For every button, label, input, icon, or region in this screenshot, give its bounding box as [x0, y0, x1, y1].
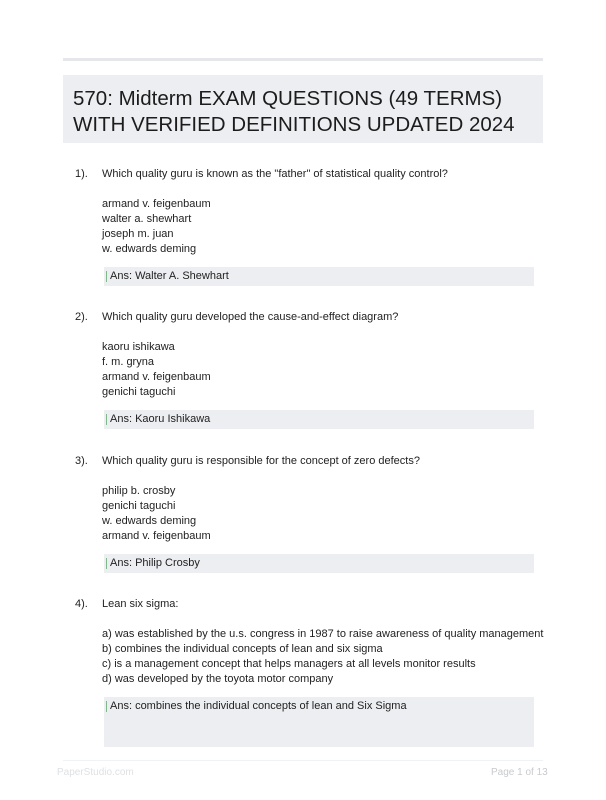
option-item: genichi taguchi — [102, 386, 176, 398]
option-item: w. edwards deming — [102, 243, 197, 255]
top-divider — [63, 58, 543, 61]
option-item: genichi taguchi — [102, 500, 176, 512]
option-item: armand v. feigenbaum — [102, 530, 211, 542]
options-list — [102, 627, 543, 687]
answer-text: Ans: Philip Crosby — [110, 557, 200, 569]
option-item: joseph m. juan — [102, 228, 174, 240]
option-item: armand v. feigenbaum — [102, 198, 211, 210]
question-number: 4). — [75, 598, 88, 610]
answer-accent-bar — [106, 414, 107, 425]
answer-box — [104, 267, 534, 286]
option-item: kaoru ishikawa — [102, 341, 175, 353]
footer-watermark: PaperStudio.com — [57, 767, 134, 778]
options-list — [102, 340, 211, 400]
question-text: Which quality guru is responsible for the concept of zero defects? — [102, 455, 420, 467]
answer-accent-bar — [106, 558, 107, 569]
question-number: 1). — [75, 168, 88, 180]
option-item: f. m. gryna — [102, 356, 154, 368]
question-text: Lean six sigma: — [102, 598, 179, 610]
answer-accent-bar — [106, 701, 107, 712]
page-indicator: Page 1 of 13 — [491, 767, 548, 778]
option-item: armand v. feigenbaum — [102, 371, 211, 383]
option-item: a) was established by the u.s. congress in 1987 to raise awareness of quality management — [102, 628, 544, 640]
page-title: 570: Midterm EXAM QUESTIONS (49 TERMS) WITH VERIFIED DEFINITIONS UPDATED 2024 — [73, 87, 515, 136]
option-item: w. edwards deming — [102, 515, 197, 527]
option-item: d) was developed by the toyota motor company — [102, 673, 334, 685]
option-item: c) is a management concept that helps managers at all levels monitor results — [102, 658, 476, 670]
title-banner — [63, 75, 543, 143]
footer-divider — [63, 760, 543, 761]
answer-accent-bar — [106, 271, 107, 282]
options-list — [102, 484, 211, 544]
answer-box — [104, 554, 534, 573]
answer-box — [104, 697, 534, 747]
question-number: 2). — [75, 311, 88, 323]
option-item: walter a. shewhart — [102, 213, 192, 225]
answer-text: Ans: Walter A. Shewhart — [110, 270, 229, 282]
question-number: 3). — [75, 455, 88, 467]
question-text: Which quality guru is known as the "father" of statistical quality control? — [102, 168, 448, 180]
answer-box — [104, 410, 534, 429]
option-item: b) combines the individual concepts of lean and six sigma — [102, 643, 383, 655]
options-list — [102, 197, 211, 257]
answer-text: Ans: combines the individual concepts of lean and Six Sigma — [110, 700, 407, 712]
question-text: Which quality guru developed the cause-and-effect diagram? — [102, 311, 399, 323]
option-item: philip b. crosby — [102, 485, 176, 497]
answer-text: Ans: Kaoru Ishikawa — [110, 413, 211, 425]
